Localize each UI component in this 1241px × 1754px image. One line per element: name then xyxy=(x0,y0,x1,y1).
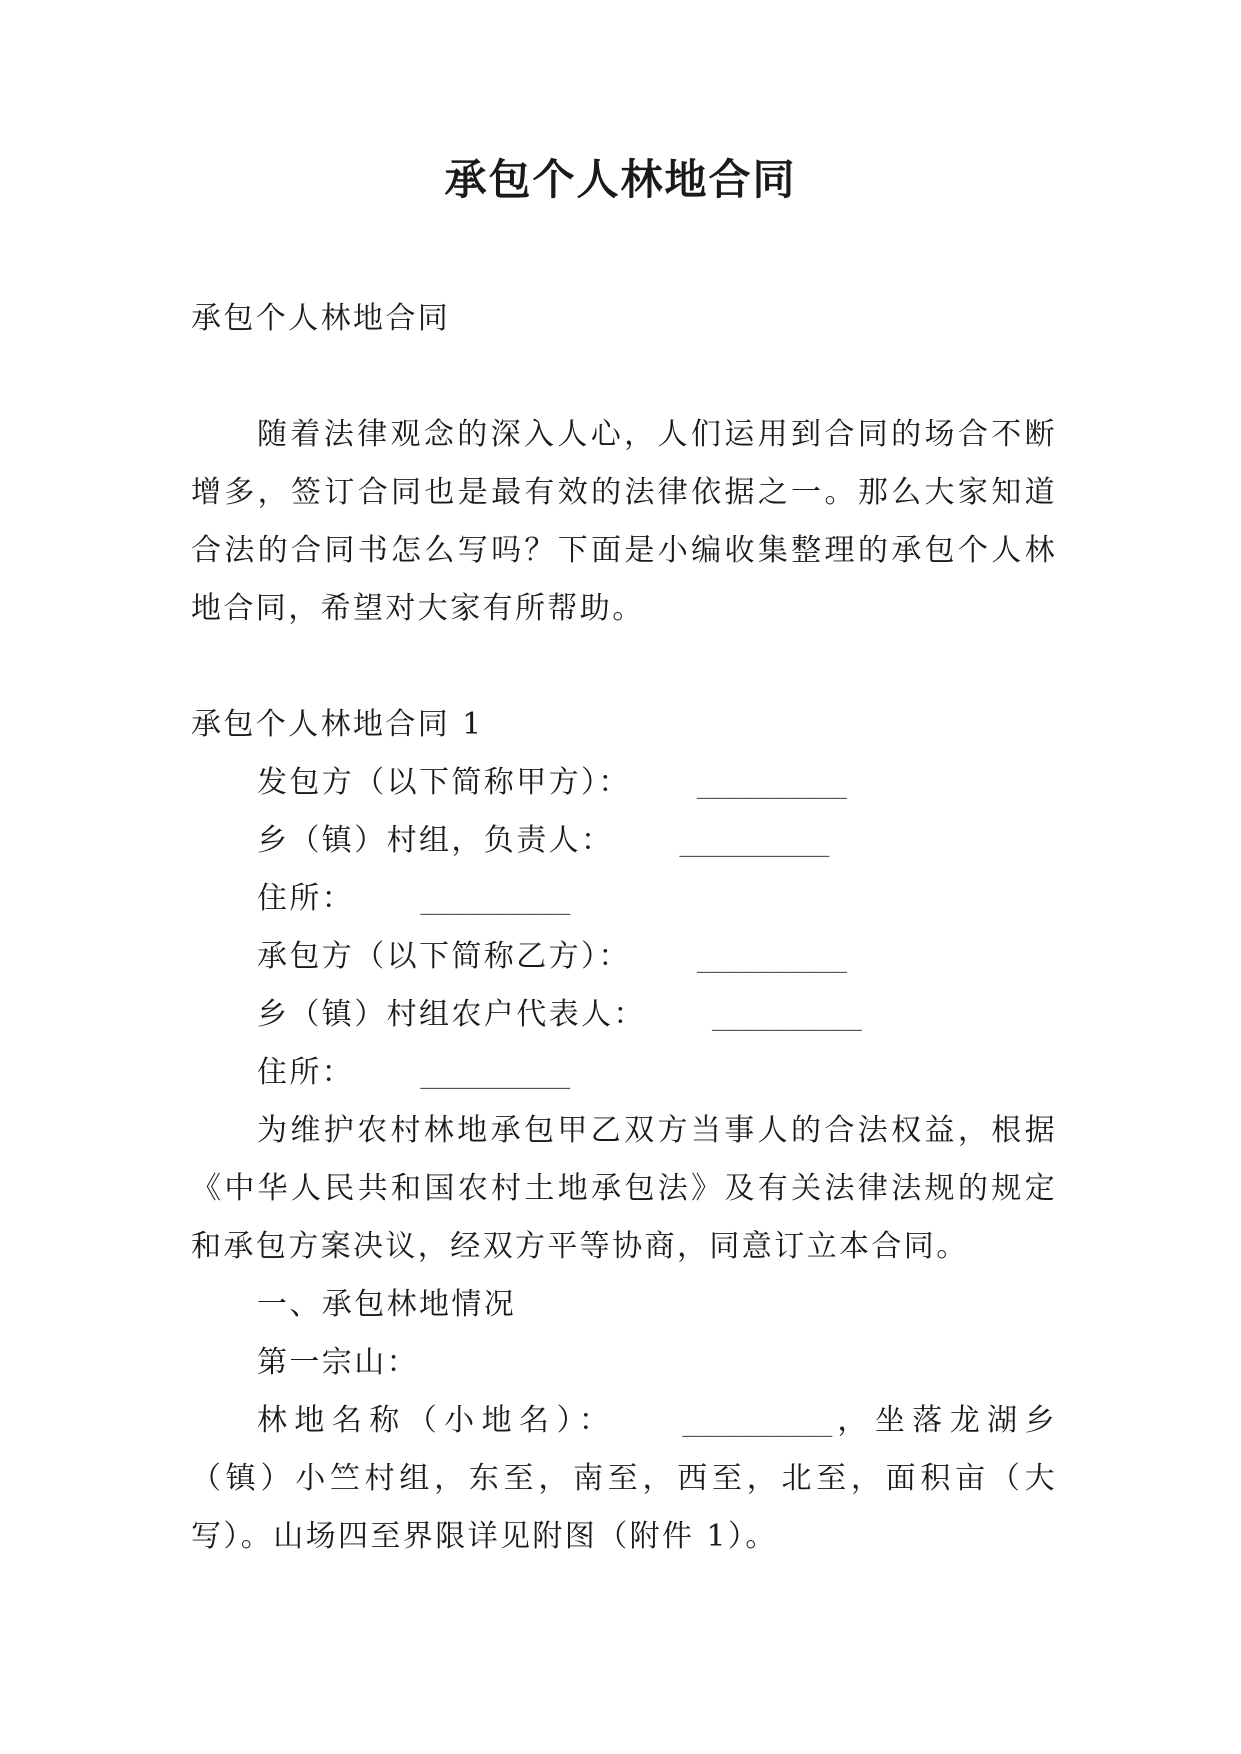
field-blank: __________ xyxy=(711,997,862,1032)
document-title: 承包个人林地合同 xyxy=(444,155,797,204)
field-label: 发包方（以下简称甲方）： xyxy=(257,765,631,800)
field-label: 承包方（以下简称乙方）： xyxy=(257,939,631,974)
field-label: 住所： xyxy=(257,881,355,916)
parcel-heading: 第一宗山： xyxy=(257,1345,419,1380)
parcel-text-before: 林地名称（小地名）： xyxy=(257,1403,617,1438)
field-line xyxy=(191,986,1057,1044)
field-blank: __________ xyxy=(696,939,847,974)
clause-heading: 一、承包林地情况 xyxy=(257,1287,517,1322)
field-label: 乡（镇）村组，负责人： xyxy=(257,823,614,858)
section-heading: 承包个人林地合同 1 xyxy=(191,707,484,742)
field-label: 住所： xyxy=(257,1055,355,1090)
intro-paragraph: 随着法律观念的深入人心，人们运用到合同的场合不断增多，签订合同也是最有效的法律依据之一。那么大家知道合法的合同书怎么写吗？下面是小编收集整理的承包个人林地合同，希望对大家有所帮助。 xyxy=(191,417,1057,626)
field-line xyxy=(191,754,1057,812)
field-blank: __________ xyxy=(420,881,571,916)
document-subtitle: 承包个人林地合同 xyxy=(191,301,451,336)
field-blank: __________ xyxy=(420,1055,571,1090)
preamble-paragraph: 为维护农村林地承包甲乙双方当事人的合法权益，根据《中华人民共和国农村土地承包法》及有关法律法规的规定和承包方案决议，经双方平等协商，同意订立本合同。 xyxy=(191,1113,1057,1264)
field-label: 乡（镇）村组农户代表人： xyxy=(257,997,646,1032)
document-body xyxy=(191,290,1057,1566)
field-line xyxy=(191,928,1057,986)
parcel-blank: __________ xyxy=(682,1403,833,1438)
parcel-paragraph xyxy=(191,1392,1057,1566)
field-blank: __________ xyxy=(679,823,830,858)
field-line xyxy=(191,812,1057,870)
field-blank: __________ xyxy=(696,765,847,800)
field-line xyxy=(191,1044,1057,1102)
field-line xyxy=(191,870,1057,928)
parcel-text-after: ，坐落龙湖乡（镇）小竺村组，东至，南至，西至，北至，面积亩（大写）。山场四至界限详见附图（附件 1）。 xyxy=(191,1403,1057,1554)
